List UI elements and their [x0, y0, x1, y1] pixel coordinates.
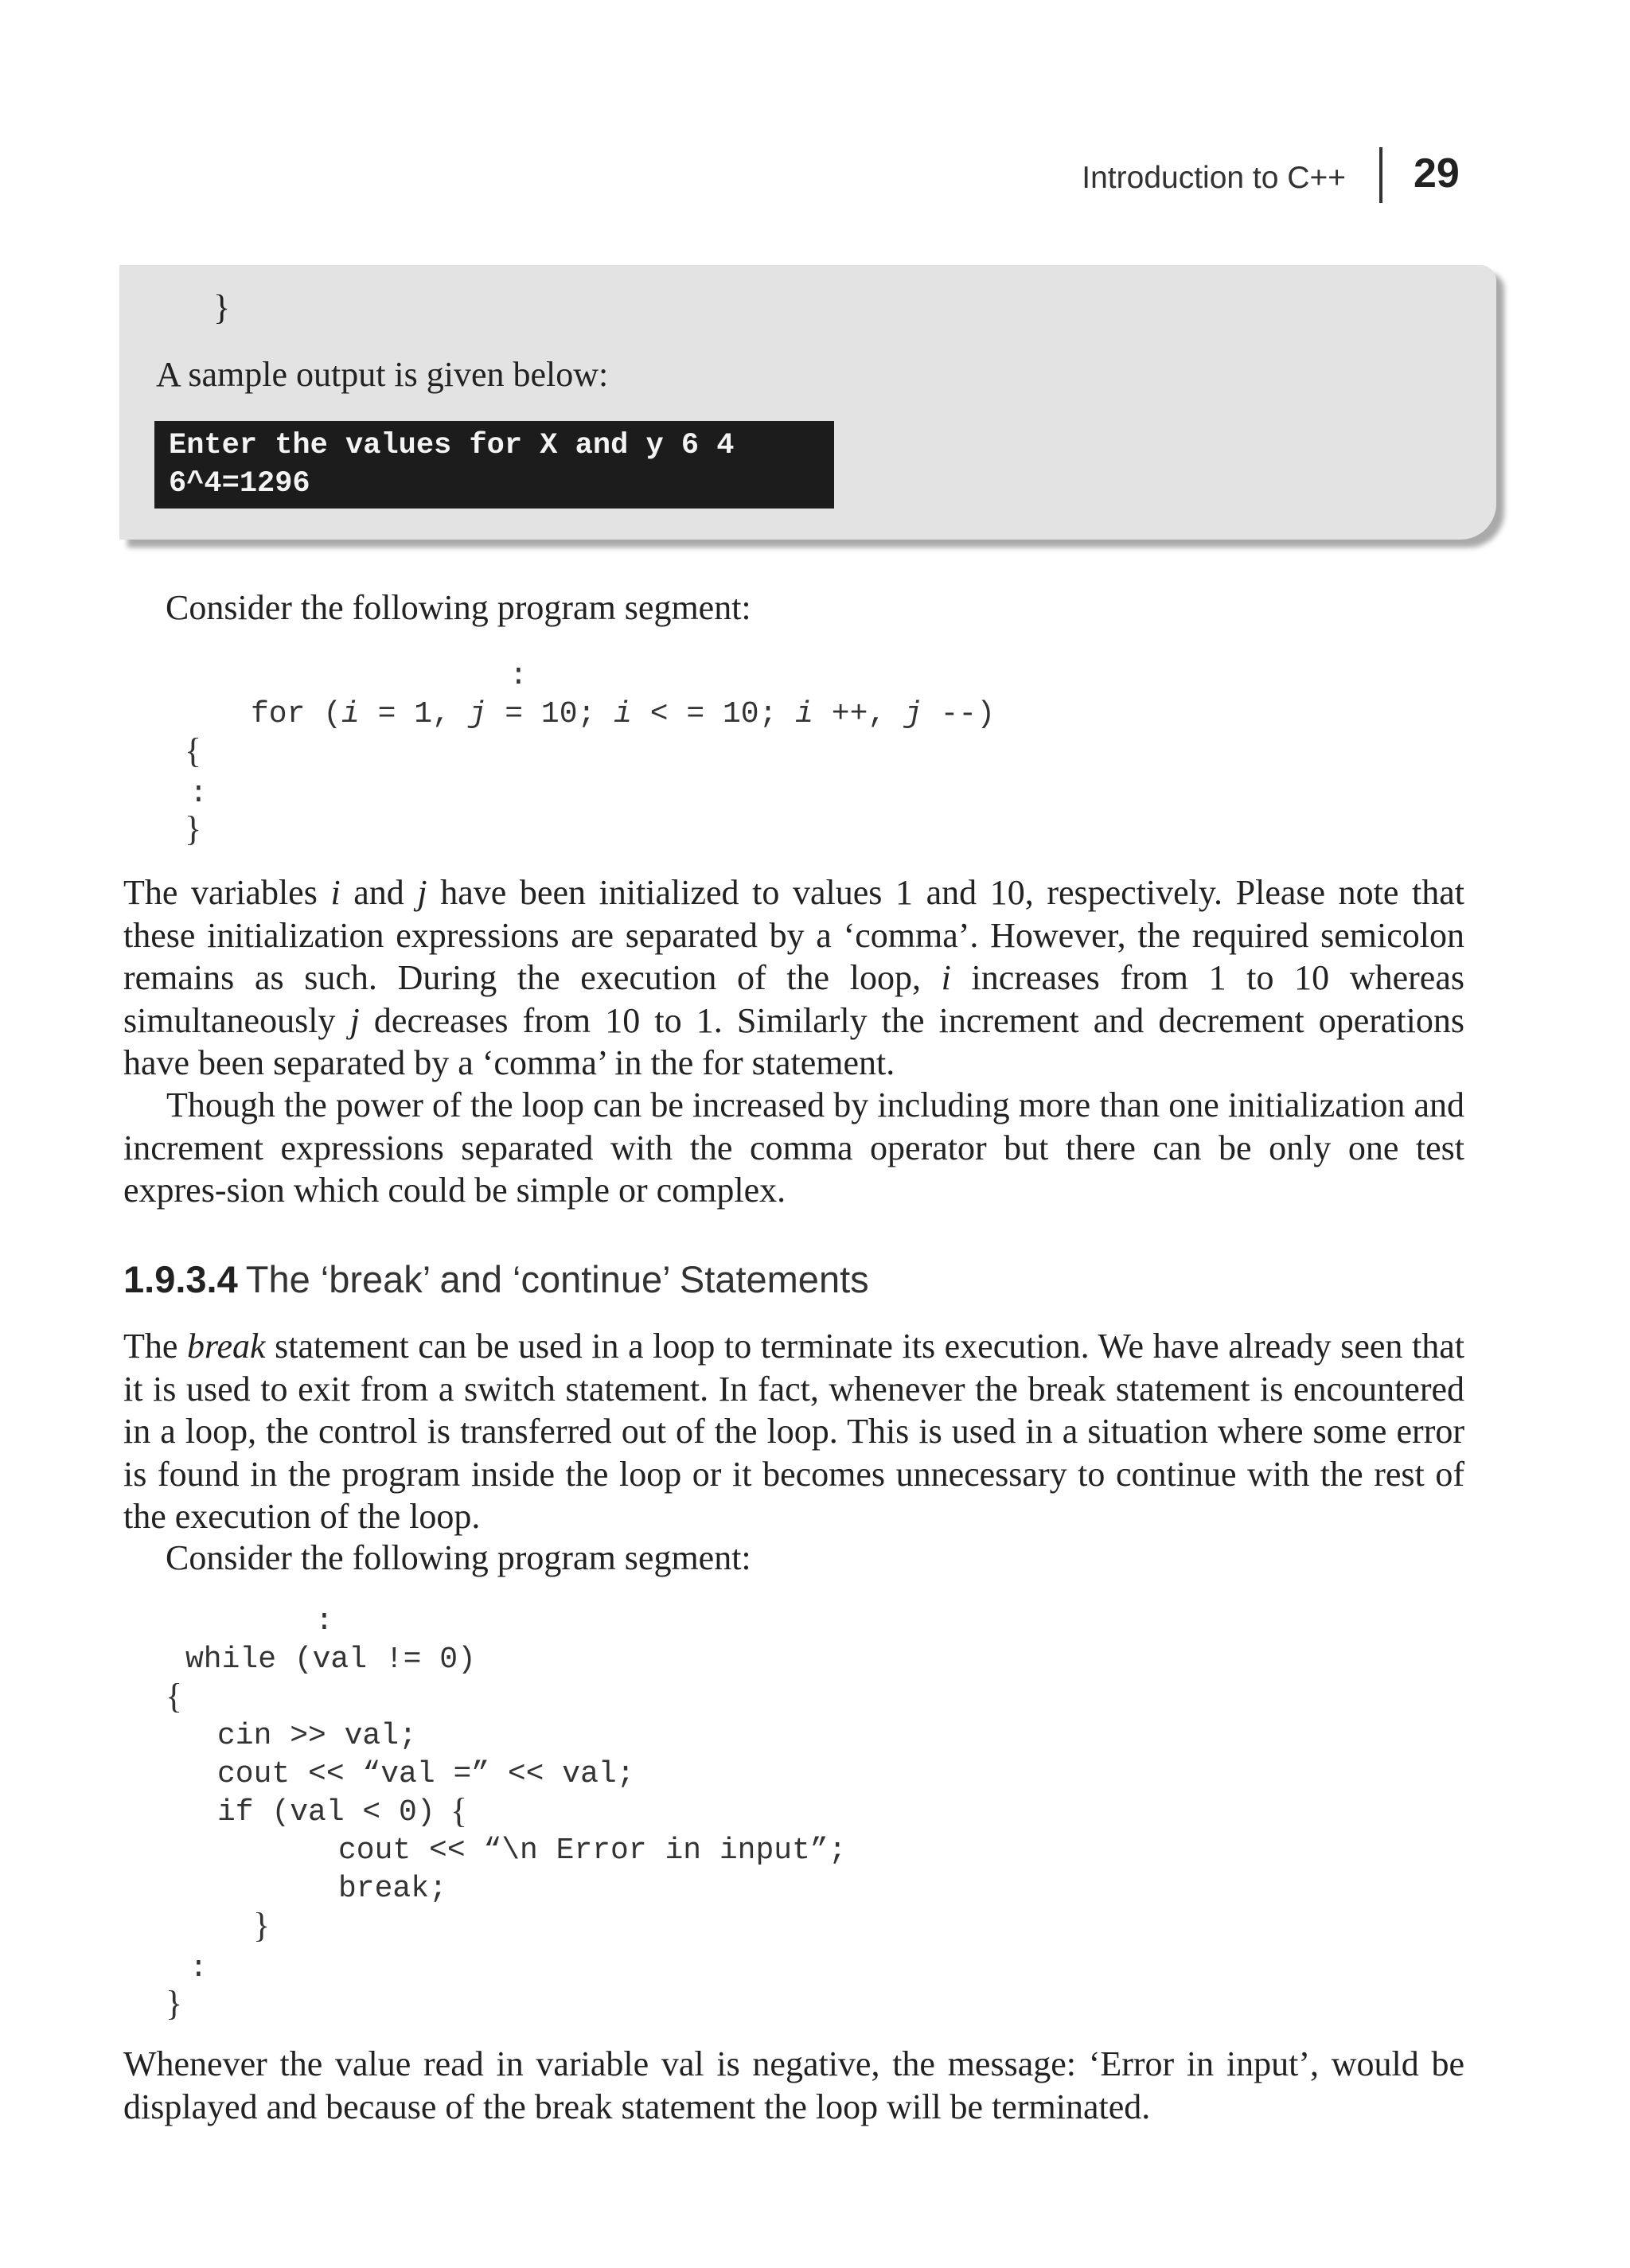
- code-error-line: cout << “\n Error in input”;: [338, 1833, 847, 1868]
- header-divider: [1379, 147, 1382, 203]
- text-run: statement can be used in a loop to terminate its execution. We have already seen that it is used to exit from a switch statement. In fact, whenever the break statement is encountered in a loop, the control is transferred out of the loop. This is used in a situation where some error is found in the program inside the loop or it becomes unnecessary to continue with the rest of the execution of the loop.: [123, 1327, 1464, 1536]
- paragraph-break-result: Whenever the value read in variable val is negative, the message: ‘Error in input’, would be displayed and because of the break statement the loop will be terminated.: [123, 2044, 1464, 2126]
- box-closing-brace: }: [213, 288, 231, 327]
- text-run: increases from 1 to 10 whereas simultaneously: [123, 958, 1464, 1040]
- code-outer-close-brace: }: [166, 1984, 183, 2023]
- code-close-brace: }: [185, 809, 202, 848]
- text-run: have been initialized to values 1 and 10, respectively. Please note that these initialization expressions are separated by a ‘comma’. However, the required semicolon remains as such. During the execution of the loop,: [123, 873, 1465, 997]
- sample-output-caption: A sample output is given below:: [156, 355, 609, 394]
- code-inner-close-brace: }: [253, 1906, 271, 1945]
- console-line: 6^4=1296: [169, 467, 310, 501]
- console-output: [154, 421, 834, 509]
- paragraph-lead: Consider the following program segment:: [166, 588, 751, 627]
- code-while-line: while (val != 0): [185, 1643, 476, 1677]
- code-cin-line: cin >> val;: [217, 1719, 417, 1753]
- section-title: The ‘break’ and ‘continue’ Statements: [245, 1258, 869, 1300]
- code-if-brace: {: [450, 1791, 468, 1830]
- text-run: The variables: [123, 873, 331, 912]
- code-ellipsis: :: [189, 777, 208, 811]
- running-title: Introduction to C++: [1082, 161, 1346, 195]
- page-number: 29: [1414, 150, 1460, 197]
- section-heading: [123, 1257, 869, 1301]
- variable-name: j: [417, 873, 427, 912]
- keyword-emphasis: break: [186, 1327, 266, 1366]
- code-ellipsis: :: [189, 1951, 208, 1985]
- code-if-line: if (val < 0): [217, 1795, 435, 1830]
- code-open-brace: {: [185, 731, 202, 770]
- code-ellipsis: :: [509, 659, 528, 693]
- variable-name: i: [941, 958, 951, 997]
- text-run: The: [123, 1327, 187, 1366]
- variable-name: i: [330, 873, 341, 912]
- code-ellipsis: :: [315, 1604, 333, 1639]
- paragraph-comma-operator: Though the power of the loop can be increased by including more than one initialization and increment expressions separated with the comma operator but there can be only one test expres-sion which could be simple or complex.: [123, 1085, 1464, 1210]
- paragraph-lead: Consider the following program segment:: [166, 1538, 751, 1577]
- text-run: and: [340, 873, 418, 912]
- code-for-statement: for (i = 1, j = 10; i < = 10; i ++, j --): [251, 697, 996, 731]
- code-open-brace: {: [166, 1677, 183, 1716]
- variable-name: j: [349, 1000, 360, 1040]
- code-break-line: break;: [338, 1872, 447, 1906]
- console-line: Enter the values for X and y 6 4: [169, 429, 735, 462]
- paragraph-loop-variables: [123, 871, 1464, 1085]
- example-box: [119, 265, 1496, 540]
- text-run: decreases from 10 to 1. Similarly the increment and decrement operations have been separated by a ‘comma’ in the for statement.: [123, 1000, 1464, 1082]
- section-number: 1.9.3.4: [123, 1258, 238, 1300]
- paragraph-break-statement: [123, 1325, 1464, 1538]
- code-cout-line: cout << “val =” << val;: [217, 1757, 635, 1791]
